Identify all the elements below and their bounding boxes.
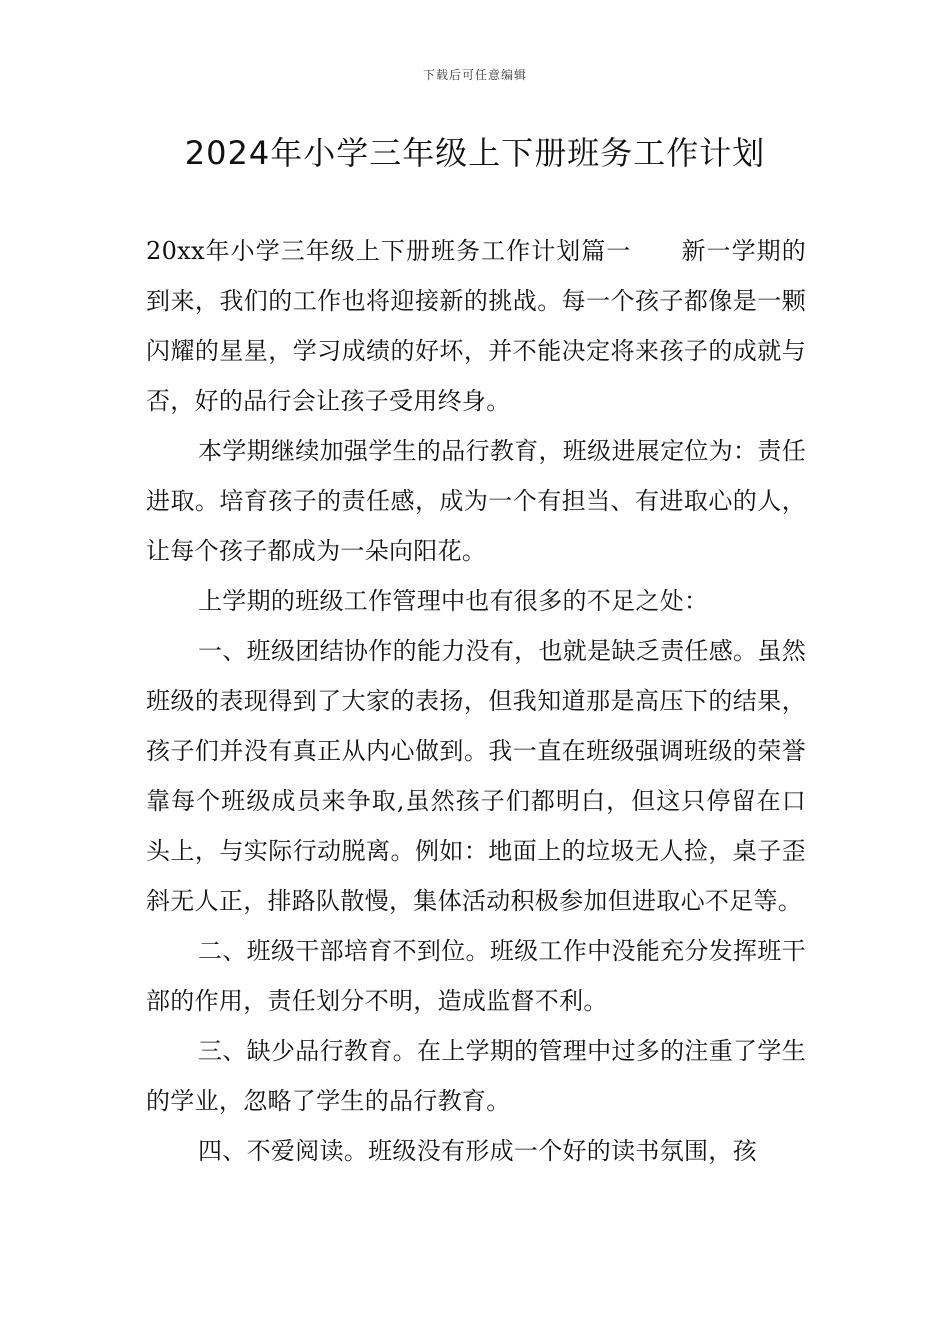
document-body [146,226,806,1176]
paragraph-shortcoming-4: 四、不爱阅读。班级没有形成一个好的读书氛围，孩 [198,1137,757,1165]
paragraph-shortcoming-3: 三、缺少品行教育。在上学期的管理中过多的注重了学生的学业，忽略了学生的品行教育。 [146,1037,806,1115]
paragraph-positioning: 本学期继续加强学生的品行教育，班级进展定位为：责任 进取。培育孩子的责任感，成为一个有担当、有进取心的人，让每个孩子都成为一朵向阳花。 [146,437,806,565]
paragraph-shortcoming-1: 一、班级团结协作的能力没有，也就是缺乏责任感。虽然班级的表现得到了大家的表扬，但我知道那是高压下的结果，孩子们并没有真正从内心做到。我一直在班级强调班级的荣誉靠每个班级成员来争取,虽然孩子们都明白，但这只停留在口头上，与实际行动脱离。例如：地面上的垃圾无人捡，桌子歪斜无人正，排路队散慢，集体活动积极参加但进取心不足等。 [146,637,806,915]
paragraph-shortcomings-intro: 上学期的班级工作管理中也有很多的不足之处： [198,587,709,615]
paragraph-shortcoming-2: 二、班级干部培育不到位。班级工作中没能充分发挥班干部的作用，责任划分不明，造成监督不利。 [146,937,806,1015]
page-header-note: 下载后可任意编辑 [422,68,527,82]
paragraph-intro: 20xx年小学三年级上下册班务工作计划篇一 新一学期的到来，我们的工作也将迎接新的挑战。每一个孩子都像是一颗闪耀的星星，学习成绩的好坏，并不能决定将来孩子的成就与否，好的品行会让孩子受用终身。 [146,237,806,415]
document-title: 2024年小学三年级上下册班务工作计划 [184,134,766,172]
